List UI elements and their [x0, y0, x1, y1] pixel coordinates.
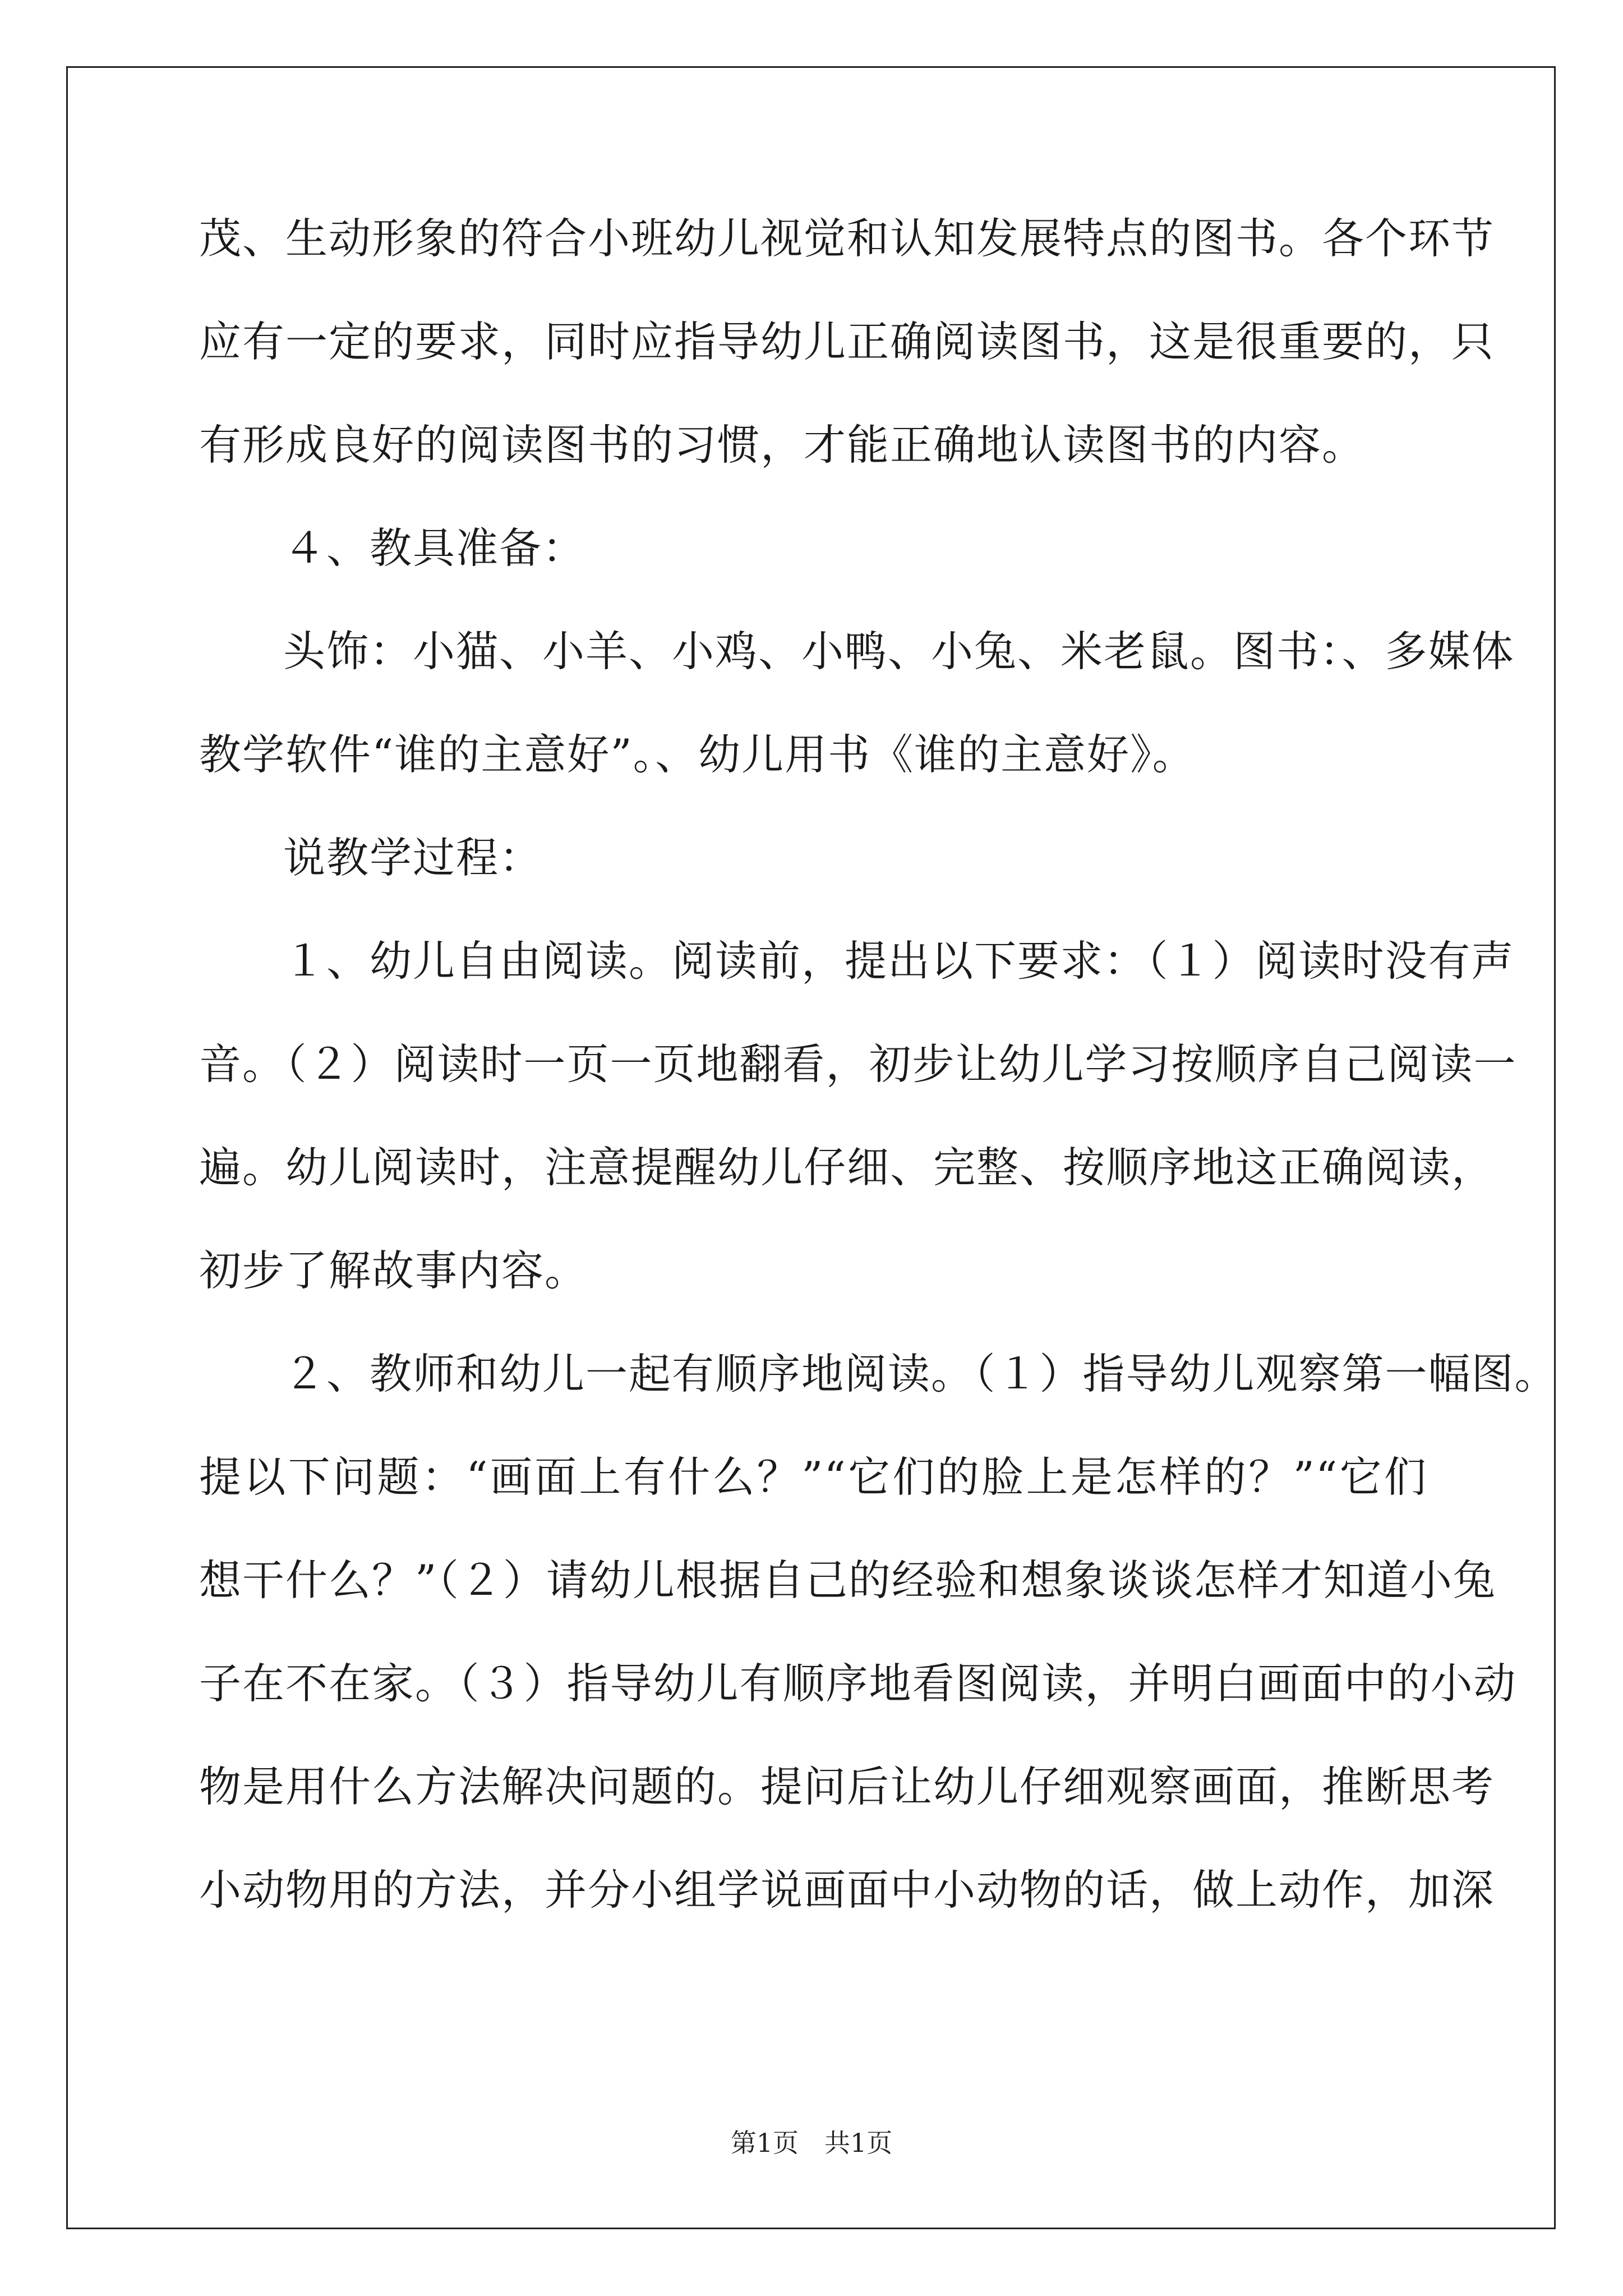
paragraph-line: 茂、生动形象的符合小班幼儿视觉和认知发展特点的图书。各个环节	[199, 214, 1495, 263]
document-body	[199, 210, 1558, 1965]
paragraph-line: 想干什么？”（２）请幼儿根据自己的经验和想象谈谈怎样才知道小兔	[199, 1556, 1496, 1605]
paragraph-line: 应有一定的要求，同时应指导幼儿正确阅读图书，这是很重要的，只	[199, 317, 1495, 366]
paragraph-line: 小动物用的方法，并分小组学说画面中小动物的话，做上动作，加深	[199, 1865, 1495, 1915]
page-footer: 第1页 共1页	[730, 2128, 893, 2158]
paragraph-line: 有形成良好的阅读图书的习惯，才能正确地认读图书的内容。	[199, 420, 1366, 470]
paragraph-line: 头饰：小猫、小羊、小鸡、小鸭、小兔、米老鼠。图书：、多媒体	[283, 627, 1515, 676]
paragraph-line: 提以下问题：“画面上有什么？”“它们的脸上是怎样的？”“它们	[199, 1452, 1427, 1502]
paragraph-line: １、幼儿自由阅读。阅读前，提出以下要求：（１）阅读时没有声	[283, 936, 1515, 986]
paragraph-line: 子在不在家。（３）指导幼儿有顺序地看图阅读，并明白画面中的小动	[199, 1659, 1517, 1708]
paragraph-line: ２、教师和幼儿一起有顺序地阅读。（１）指导幼儿观察第一幅图。	[283, 1349, 1558, 1398]
paragraph-line: 初步了解故事内容。	[199, 1246, 588, 1295]
paragraph-line: 说教学过程：	[283, 833, 543, 882]
paragraph-line: ４、教具准备：	[283, 523, 586, 573]
paragraph-line: 教学软件“谁的主意好”。、幼儿用书《谁的主意好》。	[199, 730, 1196, 779]
paragraph-line: 遍。幼儿阅读时，注意提醒幼儿仔细、完整、按顺序地这正确阅读，	[199, 1143, 1495, 1192]
paragraph-line: 音。（２）阅读时一页一页地翻看，初步让幼儿学习按顺序自己阅读一	[199, 1039, 1517, 1089]
paragraph-line: 物是用什么方法解决问题的。提问后让幼儿仔细观察画面，推断思考	[199, 1762, 1495, 1811]
